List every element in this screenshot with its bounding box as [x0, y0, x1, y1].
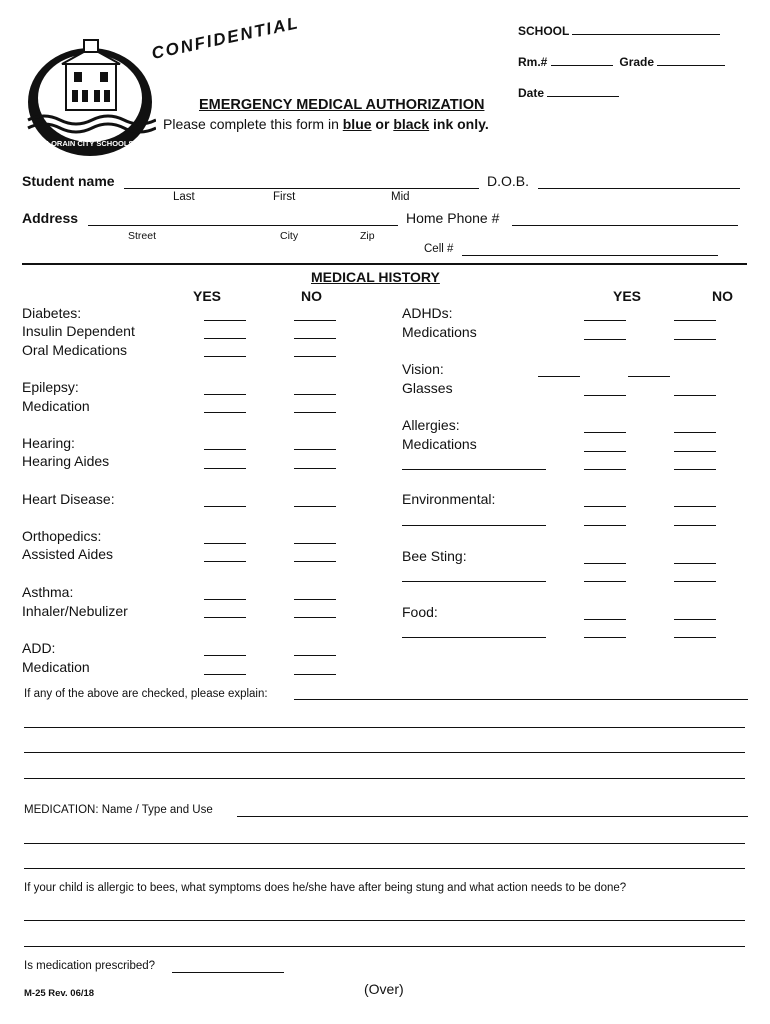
- yes-blank[interactable]: [584, 563, 626, 564]
- no-blank[interactable]: [294, 655, 336, 656]
- form-code: M-25 Rev. 06/18: [24, 988, 95, 999]
- yes-blank[interactable]: [584, 506, 626, 507]
- prescribed-input[interactable]: [172, 972, 284, 973]
- bee-question: If your child is allergic to bees, what symptoms does he/she have after being stung and what action needs to be done?: [24, 882, 627, 894]
- no-blank[interactable]: [674, 451, 716, 452]
- history-item: Orthopedics:: [22, 528, 102, 544]
- yes-blank[interactable]: [584, 619, 626, 620]
- sub-zip: Zip: [360, 230, 375, 242]
- no-blank[interactable]: [674, 637, 716, 638]
- yes-blank[interactable]: [204, 320, 246, 321]
- history-item: Glasses: [402, 380, 453, 396]
- date-input[interactable]: [547, 84, 619, 97]
- medication-question: MEDICATION: Name / Type and Use: [24, 804, 213, 816]
- history-item: Medication: [22, 659, 90, 675]
- yes-blank[interactable]: [204, 617, 246, 618]
- history-item: Vision:: [402, 361, 444, 377]
- yes-blank[interactable]: [584, 339, 626, 340]
- no-blank[interactable]: [294, 394, 336, 395]
- dob-input[interactable]: [538, 188, 740, 189]
- yes-blank[interactable]: [204, 394, 246, 395]
- no-blank[interactable]: [674, 619, 716, 620]
- history-item: Oral Medications: [22, 342, 128, 358]
- history-item: Medications: [402, 436, 477, 452]
- medical-history-title: MEDICAL HISTORY: [311, 269, 440, 285]
- history-item: Allergies:: [402, 417, 460, 433]
- yes-blank[interactable]: [584, 637, 626, 638]
- no-blank[interactable]: [294, 561, 336, 562]
- history-item: Asthma:: [22, 584, 74, 600]
- prescribed-question: Is medication prescribed?: [24, 960, 156, 972]
- no-blank[interactable]: [294, 468, 336, 469]
- history-item: Inhaler/Nebulizer: [22, 603, 128, 619]
- room-label: Rm.#: [518, 55, 548, 69]
- no-blank[interactable]: [674, 432, 716, 433]
- explain-input-line[interactable]: [24, 778, 745, 779]
- yes-blank[interactable]: [204, 338, 246, 339]
- sub-mid: Mid: [391, 191, 410, 203]
- no-blank[interactable]: [294, 412, 336, 413]
- no-blank[interactable]: [628, 376, 670, 377]
- over-note: (Over): [364, 981, 404, 997]
- no-header-right: NO: [712, 288, 733, 304]
- yes-blank[interactable]: [204, 412, 246, 413]
- medication-input[interactable]: [237, 816, 748, 817]
- no-blank[interactable]: [294, 320, 336, 321]
- address-input[interactable]: [88, 225, 398, 226]
- yes-blank[interactable]: [204, 449, 246, 450]
- no-blank[interactable]: [294, 543, 336, 544]
- history-item: Medication: [22, 398, 90, 414]
- history-item: Hearing Aides: [22, 453, 110, 469]
- school-logo: [24, 36, 156, 160]
- cell-label: Cell #: [424, 243, 454, 255]
- no-header-left: NO: [301, 288, 322, 304]
- food-input[interactable]: [402, 637, 546, 638]
- date-field: [518, 84, 619, 100]
- environmental-input[interactable]: [402, 525, 546, 526]
- history-item: Food:: [402, 604, 438, 620]
- yes-blank[interactable]: [584, 525, 626, 526]
- yes-blank[interactable]: [204, 506, 246, 507]
- ink-instruction: Please complete this form in blue or black ink only.: [163, 116, 489, 132]
- yes-header-left: YES: [193, 288, 222, 304]
- explain-input[interactable]: [294, 699, 748, 700]
- yes-blank[interactable]: [584, 469, 626, 470]
- medication-input-line[interactable]: [24, 868, 745, 869]
- sub-first: First: [273, 191, 296, 203]
- sub-last: Last: [173, 191, 195, 203]
- history-item: Insulin Dependent: [22, 323, 135, 339]
- bee-answer-line[interactable]: [24, 946, 745, 947]
- no-blank[interactable]: [674, 320, 716, 321]
- school-input[interactable]: [572, 22, 720, 35]
- date-label: Date: [518, 86, 545, 100]
- room-input[interactable]: [551, 53, 613, 66]
- explain-input-line[interactable]: [24, 752, 745, 753]
- cell-input[interactable]: [462, 255, 718, 256]
- student-name-label: Student name: [22, 173, 115, 189]
- explain-input-line[interactable]: [24, 727, 745, 728]
- yes-blank[interactable]: [584, 581, 626, 582]
- school-label: SCHOOL: [518, 24, 570, 38]
- no-blank[interactable]: [674, 525, 716, 526]
- sub-city: City: [280, 230, 299, 242]
- history-item: ADD:: [22, 640, 56, 656]
- yes-blank[interactable]: [204, 543, 246, 544]
- history-item: Hearing:: [22, 435, 75, 451]
- allergy-medication-input[interactable]: [402, 469, 546, 470]
- no-blank[interactable]: [674, 395, 716, 396]
- yes-blank[interactable]: [204, 468, 246, 469]
- form-title: EMERGENCY MEDICAL AUTHORIZATION: [199, 97, 485, 113]
- history-item: Epilepsy:: [22, 379, 79, 395]
- yes-blank[interactable]: [584, 395, 626, 396]
- no-blank[interactable]: [674, 506, 716, 507]
- address-label: Address: [22, 210, 79, 226]
- bee-answer-line[interactable]: [24, 920, 745, 921]
- no-blank[interactable]: [294, 506, 336, 507]
- no-blank[interactable]: [294, 617, 336, 618]
- no-blank[interactable]: [294, 356, 336, 357]
- history-item: Bee Sting:: [402, 548, 467, 564]
- dob-label: D.O.B.: [487, 173, 530, 189]
- history-item: Assisted Aides: [22, 546, 114, 562]
- no-blank[interactable]: [294, 674, 336, 675]
- history-item: Medications: [402, 324, 477, 340]
- explain-question: If any of the above are checked, please explain:: [24, 688, 268, 700]
- home-phone-label: Home Phone #: [406, 210, 500, 226]
- yes-blank[interactable]: [584, 451, 626, 452]
- confidential-stamp: CONFIDENTIAL: [149, 13, 302, 64]
- no-blank[interactable]: [294, 599, 336, 600]
- student-name-input[interactable]: [124, 188, 479, 189]
- no-blank[interactable]: [294, 338, 336, 339]
- grade-label: Grade: [619, 55, 655, 69]
- yes-blank[interactable]: [204, 356, 246, 357]
- logo-text: LORAIN CITY SCHOOLS: [46, 139, 134, 148]
- yes-blank[interactable]: [584, 432, 626, 433]
- no-blank[interactable]: [674, 563, 716, 564]
- yes-blank[interactable]: [204, 655, 246, 656]
- yes-blank[interactable]: [204, 599, 246, 600]
- medication-input-line[interactable]: [24, 843, 745, 844]
- grade-input[interactable]: [657, 53, 725, 66]
- no-blank[interactable]: [294, 449, 336, 450]
- section-divider: [22, 263, 747, 265]
- yes-blank[interactable]: [584, 320, 626, 321]
- bee-sting-input[interactable]: [402, 581, 546, 582]
- history-item: ADHDs:: [402, 305, 453, 321]
- yes-header-right: YES: [613, 288, 642, 304]
- home-phone-input[interactable]: [512, 225, 738, 226]
- no-blank[interactable]: [674, 581, 716, 582]
- history-item: Diabetes:: [22, 305, 82, 321]
- sub-street: Street: [128, 230, 157, 242]
- yes-blank[interactable]: [204, 674, 246, 675]
- no-blank[interactable]: [674, 339, 716, 340]
- yes-blank[interactable]: [204, 561, 246, 562]
- room-grade-field: [518, 53, 725, 69]
- history-item: Environmental:: [402, 491, 496, 507]
- yes-blank[interactable]: [538, 376, 580, 377]
- school-field: [518, 22, 720, 38]
- history-item: Heart Disease:: [22, 491, 115, 507]
- no-blank[interactable]: [674, 469, 716, 470]
